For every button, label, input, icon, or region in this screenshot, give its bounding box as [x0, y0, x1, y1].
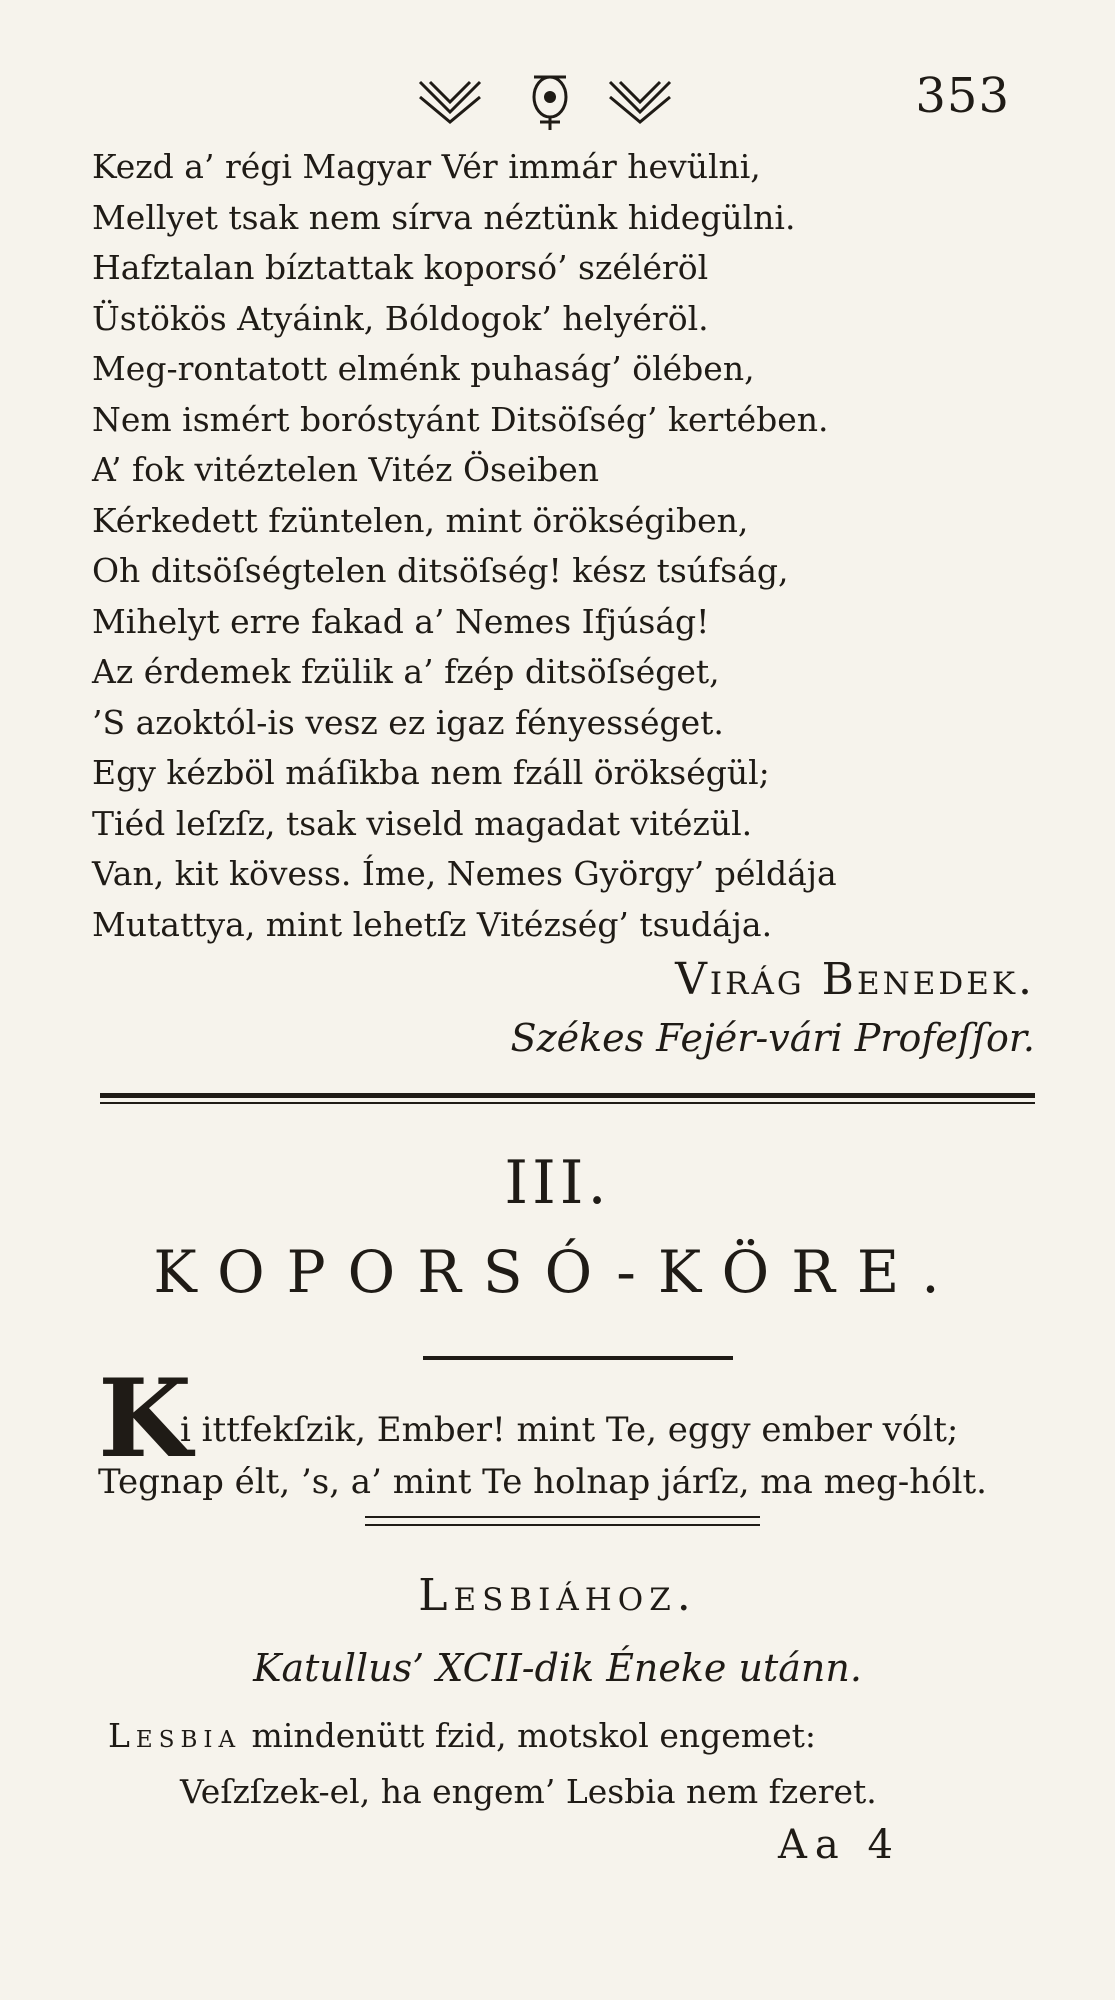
section-divider: [100, 1093, 1035, 1104]
page-number: 353: [915, 68, 1010, 124]
poem-line-rest: mindenütt fzid, motskol engemet:: [241, 1716, 816, 1755]
poem-line: Egy kézböl máſikba nem fzáll örökségül;: [92, 753, 770, 792]
poem-line: Meg-rontatott elménk puhaság’ ölében,: [92, 349, 755, 388]
poem-line: Hafztalan bíztattak koporsó’ széléröl: [92, 248, 709, 287]
poem-line: Oh ditsöſségtelen ditsöſség! kész tsúfság,: [92, 551, 789, 590]
epitaph-line: Tegnap élt, ’s, a’ mint Te holnap járſz, ma meg-hólt.: [98, 1462, 987, 1502]
poem-line: Veſzſzek-el, ha engem’ Lesbia nem fzeret.: [180, 1772, 877, 1811]
signature-mark: Aa 4: [778, 1822, 901, 1868]
double-divider: [365, 1516, 760, 1532]
ornament-icon: [410, 62, 690, 132]
poem-line: Az érdemek fzülik a’ fzép ditsöſséget,: [92, 652, 720, 691]
author-name: Virág Benedek.: [675, 954, 1035, 1005]
poem-line: Mutattya, mint lehetſz Vitézség’ tsudája.: [92, 904, 773, 944]
title-rule: [423, 1356, 733, 1360]
poem-line: [108, 1716, 816, 1755]
poem-line: Üstökös Atyáink, Bóldogok’ helyéröl.: [92, 298, 709, 338]
poem-line: Mihelyt erre fakad a’ Nemes Ifjúság!: [92, 601, 710, 641]
author-title: Székes Fejér-vári Profeſſor.: [510, 1016, 1035, 1060]
poem-text: [92, 142, 1052, 950]
page-header: [0, 62, 1115, 132]
epitaph-line: i ittfekſzik, Ember! mint Te, eggy ember vólt;: [180, 1410, 959, 1450]
poem-line: A’ fok vitéztelen Vitéz Öseiben: [92, 450, 599, 489]
section-number: III.: [504, 1148, 611, 1218]
poem-title: Lesbiához.: [418, 1570, 697, 1621]
author-signature: [511, 950, 1035, 1066]
drop-cap: K: [98, 1356, 192, 1482]
lesbia-name: Lesbia: [108, 1716, 242, 1755]
poem-line: Kezd a’ régi Magyar Vér immár hevülni,: [92, 147, 761, 186]
poem-line: Kérkedett fzüntelen, mint örökségiben,: [92, 500, 749, 540]
section-title: KOPORSÓ-KÖRE.: [153, 1238, 962, 1306]
poem-line: Tiéd leſzſz, tsak viseld magadat vitézül.: [92, 803, 753, 843]
poem-line: Nem ismért boróstyánt Ditsöſség’ kertében.: [92, 399, 829, 439]
poem-line: Van, kit kövess. Íme, Nemes György’ példája: [92, 854, 837, 893]
poem-line: ’S azoktól-is vesz ez igaz fényességet.: [92, 702, 724, 742]
poem-line: Mellyet tsak nem sírva néztünk hidegülni.: [92, 197, 796, 237]
poem-subtitle: Katullus’ XCII-dik Éneke utánn.: [253, 1646, 862, 1690]
